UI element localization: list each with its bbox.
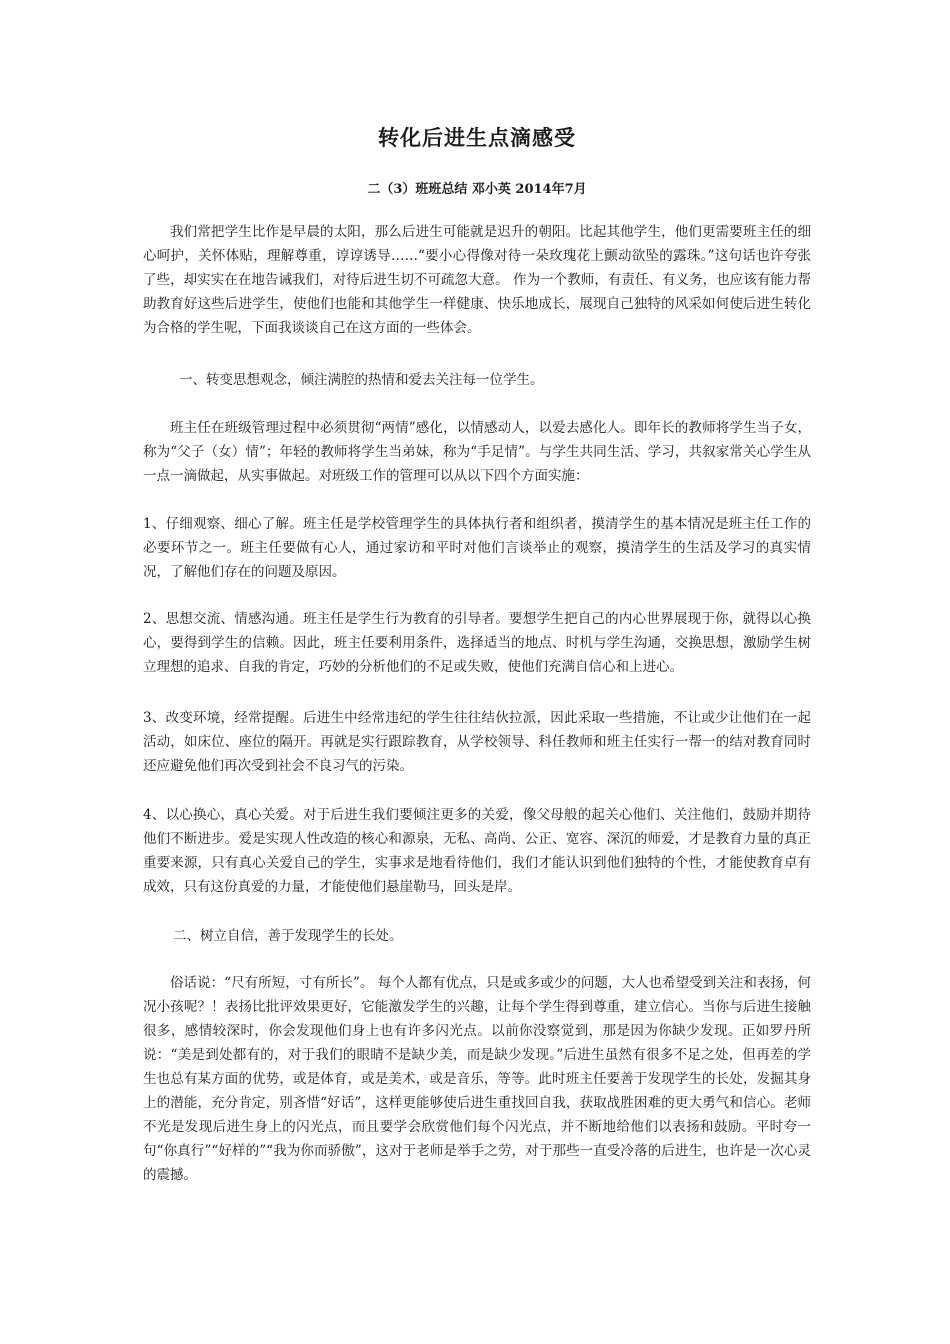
section-1-intro-paragraph: 班主任在班级管理过程中必须贯彻“两情”感化，以情感动人，以爱去感化人。即年长的教师将学生当子女，称为“父子（女）情”；年轻的教师将学生当弟妹，称为“手足情”。与学生共同生活、学习，共叙家常关心学生从一点一滴做起，从实事做起。对班级工作的管理可以从以下四个方面实施： (143, 420, 811, 484)
section-heading-2: 二、树立自信，善于发现学生的长处。 (173, 928, 403, 944)
point-2-paragraph: 2、思想交流、情感沟通。班主任是学生行为教育的引导者。要想学生把自己的内心世界展现于你，就得以心换心，要得到学生的信赖。因此，班主任要利用条件，选择适当的地点、时机与学生沟通，交换思想，激励学生树立理想的追求、自我的肯定，巧妙的分析他们的不足或失败，使他们充满自信心和上进心。 (143, 611, 811, 675)
document-subtitle: 二（3）班班总结 邓小英 2014年7月 (367, 182, 587, 197)
intro-paragraph: 我们常把学生比作是早晨的太阳，那么后进生可能就是迟升的朝阳。比起其他学生，他们更需要班主任的细心呵护，关怀体贴，理解尊重，谆谆诱导……“要小心得像对待一朵玫瑰花上颤动欲坠的露珠。”这句话也许夸张了些，却实实在在地告诫我们，对待后进生切不可疏忽大意。 作为一个教师，有责任、有义务，也应该有能力帮助教育好这些后进学生，使他们也能和其他学生一样健康、快乐地成长，展现自己独特的风采如何使后进生转化为合格的学生呢，下面我谈谈自己在这方面的一些体会。 (143, 224, 811, 336)
point-4-paragraph: 4、以心换心，真心关爱。对于后进生我们要倾注更多的关爱，像父母般的起关心他们、关注他们，鼓励并期待他们不断进步。爱是实现人性改造的核心和源泉，无私、高尚、公正、宽容、深沉的师爱，才是教育力量的真正重要来源，只有真心关爱自己的学生，实事求是地看待他们，我们才能认识到他们独特的个性，才能使教育卓有成效，只有这份真爱的力量，才能使他们悬崖勒马，回头是岸。 (143, 807, 811, 895)
document-title: 转化后进生点滴感受 (378, 125, 576, 150)
point-1-paragraph: 1、仔细观察、细心了解。班主任是学校管理学生的具体执行者和组织者，摸清学生的基本情况是班主任工作的必要环节之一。班主任要做有心人，通过家访和平时对他们言谈举止的观察，摸清学生的生活及学习的真实情况，了解他们存在的问题及原因。 (143, 516, 811, 580)
section-2-paragraph: 俗话说：“尺有所短，寸有所长”。 每个人都有优点，只是或多或少的问题，大人也希望受到关注和表扬，何况小孩呢？！表扬比批评效果更好，它能激发学生的兴趣，让每个学生得到尊重，建立信心。当你与后进生接触很多，感情较深时，你会发现他们身上也有许多闪光点。以前你没察觉到，那是因为你缺少发现。正如罗丹所说：“美是到处都有的，对于我们的眼睛不是缺少美，而是缺少发现。”后进生虽然有很多不足之处，但再差的学生也总有某方面的优势，或是体育，或是美术，或是音乐，等等。此时班主任要善于发现学生的长处，发掘其身上的潜能，充分肯定，别吝惜“好话”，这样更能够使后进生重找回自我，获取战胜困难的更大勇气和信心。老师不光是发现后进生身上的闪光点，而且要学会欣赏他们每个闪光点，并不断地给他们以表扬和鼓励。平时夸一句“你真行”“好样的”“我为你而骄傲”，这对于老师是举手之劳，对于那些一直受冷落的后进生，也许是一次心灵的震撼。 (143, 975, 811, 1183)
section-heading-1: 一、转变思想观念，倾注满腔的热情和爱去关注每一位学生。 (179, 372, 544, 388)
point-3-paragraph: 3、改变环境，经常提醒。后进生中经常违纪的学生往往结伙拉派，因此采取一些措施，不让或少让他们在一起活动，如床位、座位的隔开。再就是实行跟踪教育，从学校领导、科任教师和班主任实行一帮一的结对教育同时还应避免他们再次受到社会不良习气的污染。 (143, 710, 811, 774)
